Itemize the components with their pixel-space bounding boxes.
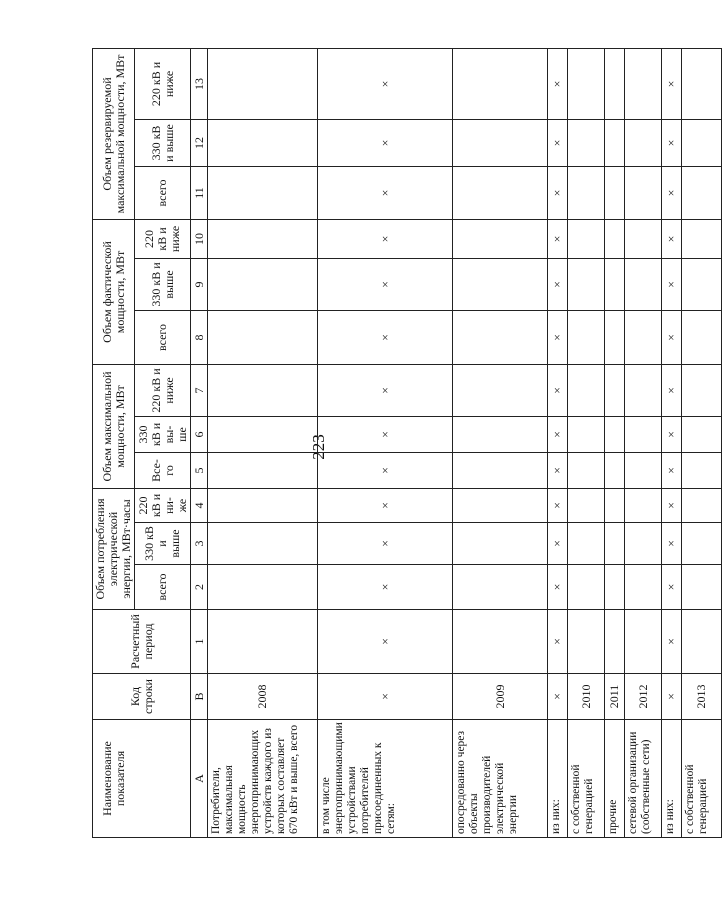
rotated-table-container	[92, 49, 709, 838]
row-cell	[625, 488, 662, 522]
row-code: 2013	[682, 674, 722, 720]
row-cell	[605, 310, 625, 364]
header-period: Расчетный период	[93, 610, 191, 674]
row-period: ×	[318, 610, 453, 674]
row-code: ×	[548, 674, 568, 720]
column-number: 5	[191, 452, 208, 488]
row-cell: ×	[548, 364, 568, 416]
row-code: ×	[662, 674, 682, 720]
row-cell: ×	[318, 119, 453, 166]
row-cell	[208, 364, 318, 416]
row-cell: ×	[548, 219, 568, 258]
row-cell	[453, 364, 548, 416]
row-cell: ×	[662, 219, 682, 258]
row-cell: ×	[662, 452, 682, 488]
row-cell: ×	[548, 48, 568, 119]
row-cell	[605, 364, 625, 416]
row-cell	[682, 258, 722, 310]
row-cell	[682, 488, 722, 522]
row-cell: ×	[662, 523, 682, 565]
row-cell	[568, 416, 605, 452]
row-name: прочие	[605, 720, 625, 838]
row-code: ×	[318, 674, 453, 720]
row-cell	[625, 258, 662, 310]
column-number: 3	[191, 523, 208, 565]
row-name: с собственной генерацией	[568, 720, 605, 838]
row-cell: ×	[662, 488, 682, 522]
row-cell	[453, 523, 548, 565]
column-number: А	[191, 720, 208, 838]
row-code: 2012	[625, 674, 662, 720]
row-cell: ×	[318, 166, 453, 219]
subheader-total: всего	[135, 166, 191, 219]
row-cell	[682, 416, 722, 452]
row-cell	[625, 565, 662, 610]
row-cell	[208, 565, 318, 610]
row-cell	[453, 416, 548, 452]
subheader-220: 220 кВ и ни-же	[135, 488, 191, 522]
row-cell	[625, 48, 662, 119]
row-cell: ×	[662, 258, 682, 310]
row-cell	[208, 48, 318, 119]
row-cell: ×	[318, 565, 453, 610]
row-code: 2011	[605, 674, 625, 720]
row-period	[682, 610, 722, 674]
row-cell	[568, 48, 605, 119]
row-cell	[208, 416, 318, 452]
row-cell: ×	[318, 523, 453, 565]
row-cell: ×	[548, 452, 568, 488]
row-cell	[208, 258, 318, 310]
row-period: ×	[662, 610, 682, 674]
row-cell: ×	[318, 416, 453, 452]
row-name: сетевой организации (собственные сети)	[625, 720, 662, 838]
data-table	[92, 48, 722, 838]
row-cell: ×	[662, 364, 682, 416]
subheader-total: всего	[135, 310, 191, 364]
row-period	[568, 610, 605, 674]
subheader-220: 220 кВ и ниже	[135, 219, 191, 258]
row-cell	[625, 219, 662, 258]
row-cell: ×	[662, 166, 682, 219]
column-number: В	[191, 674, 208, 720]
column-number: 1	[191, 610, 208, 674]
table-row	[318, 48, 453, 837]
row-cell	[682, 364, 722, 416]
row-cell	[453, 565, 548, 610]
table-body	[208, 48, 722, 837]
row-cell	[568, 258, 605, 310]
row-cell	[605, 565, 625, 610]
column-number: 13	[191, 48, 208, 119]
header-consumption: Объем потребления электрической энергии, МВт·часы	[93, 488, 135, 609]
row-cell	[682, 565, 722, 610]
row-period	[605, 610, 625, 674]
row-cell	[625, 416, 662, 452]
column-number: 10	[191, 219, 208, 258]
table-row	[453, 48, 548, 837]
column-number: 12	[191, 119, 208, 166]
row-code: 2009	[453, 674, 548, 720]
row-cell: ×	[662, 416, 682, 452]
subheader-total: всего	[135, 565, 191, 610]
subheader-220: 220 кВ и ниже	[135, 48, 191, 119]
column-number-row	[191, 48, 208, 837]
row-period: ×	[548, 610, 568, 674]
row-cell: ×	[318, 48, 453, 119]
row-cell	[605, 119, 625, 166]
row-cell: ×	[318, 258, 453, 310]
row-cell	[568, 364, 605, 416]
row-period	[208, 610, 318, 674]
row-cell: ×	[318, 310, 453, 364]
row-name: с собственной генерацией	[682, 720, 722, 838]
row-cell	[568, 488, 605, 522]
row-cell: ×	[318, 488, 453, 522]
row-cell	[682, 452, 722, 488]
row-cell	[208, 219, 318, 258]
row-cell: ×	[548, 258, 568, 310]
row-cell	[605, 452, 625, 488]
row-period	[453, 610, 548, 674]
row-cell: ×	[548, 166, 568, 219]
row-cell	[625, 310, 662, 364]
header-name: Наименование показателя	[93, 720, 191, 838]
row-cell	[208, 523, 318, 565]
row-name: в том числе энергопринимающими устройствами потребителей присоединенных к сетям:	[318, 720, 453, 838]
table-row	[662, 48, 682, 837]
column-number: 4	[191, 488, 208, 522]
row-cell: ×	[318, 452, 453, 488]
table-row	[548, 48, 568, 837]
column-number: 2	[191, 565, 208, 610]
row-cell	[208, 488, 318, 522]
row-cell	[453, 452, 548, 488]
row-cell	[605, 166, 625, 219]
row-cell: ×	[662, 310, 682, 364]
row-cell: ×	[548, 523, 568, 565]
row-cell	[453, 258, 548, 310]
row-cell	[453, 219, 548, 258]
row-cell	[682, 119, 722, 166]
row-cell	[605, 416, 625, 452]
header-code: Код строки	[93, 674, 191, 720]
row-name: опосредованно через объекты производителей электрической энергии	[453, 720, 548, 838]
row-cell: ×	[662, 565, 682, 610]
row-cell	[568, 119, 605, 166]
table-row	[208, 48, 318, 837]
column-number: 11	[191, 166, 208, 219]
row-code: 2010	[568, 674, 605, 720]
row-cell	[568, 452, 605, 488]
row-code: 2008	[208, 674, 318, 720]
row-cell: ×	[318, 364, 453, 416]
row-cell	[453, 488, 548, 522]
row-cell	[625, 364, 662, 416]
row-cell	[453, 166, 548, 219]
row-cell	[625, 452, 662, 488]
subheader-220: 220 кВ и ниже	[135, 364, 191, 416]
row-cell	[453, 119, 548, 166]
row-cell	[208, 310, 318, 364]
table-row	[625, 48, 662, 837]
row-cell	[568, 523, 605, 565]
header-actual-power: Объем фактической мощности, МВт	[93, 219, 135, 364]
table-row	[682, 48, 722, 837]
subheader-330: 330 кВ и выше	[135, 258, 191, 310]
row-cell	[682, 48, 722, 119]
row-cell	[453, 48, 548, 119]
subheader-330: 330 кВ и выше	[135, 119, 191, 166]
row-cell	[568, 310, 605, 364]
row-cell: ×	[548, 119, 568, 166]
row-cell	[568, 565, 605, 610]
row-cell	[453, 310, 548, 364]
row-cell	[625, 119, 662, 166]
row-cell: ×	[548, 488, 568, 522]
row-cell	[568, 219, 605, 258]
column-number: 7	[191, 364, 208, 416]
row-cell: ×	[548, 565, 568, 610]
row-cell	[625, 523, 662, 565]
row-name: из них:	[548, 720, 568, 838]
row-cell	[682, 166, 722, 219]
column-number: 8	[191, 310, 208, 364]
table-row	[605, 48, 625, 837]
subheader-330: 330 кВ и выше	[135, 523, 191, 565]
header-max-power: Объем максимальной мощности, МВт	[93, 364, 135, 488]
row-cell	[208, 452, 318, 488]
row-cell: ×	[318, 219, 453, 258]
row-cell: ×	[662, 119, 682, 166]
row-cell: ×	[548, 310, 568, 364]
row-cell	[208, 166, 318, 219]
row-cell	[605, 48, 625, 119]
subheader-total: Все-го	[135, 452, 191, 488]
row-cell: ×	[662, 48, 682, 119]
row-cell	[625, 166, 662, 219]
subheader-330: 330 кВ и вы-ше	[135, 416, 191, 452]
row-cell	[682, 310, 722, 364]
row-cell	[682, 219, 722, 258]
row-cell	[605, 523, 625, 565]
row-period	[625, 610, 662, 674]
header-reserved-power: Объем резервируемой максимальной мощности, МВт	[93, 48, 135, 219]
column-number: 6	[191, 416, 208, 452]
row-name: из них:	[662, 720, 682, 838]
row-cell	[682, 523, 722, 565]
page-number: 223	[309, 434, 328, 460]
row-name: Потребители, максимальная мощность энергопринимающих устройств каждого из которых составляет 670 кВт и выше, всего	[208, 720, 318, 838]
column-number: 9	[191, 258, 208, 310]
row-cell	[568, 166, 605, 219]
row-cell	[605, 488, 625, 522]
row-cell: ×	[548, 416, 568, 452]
row-cell	[605, 219, 625, 258]
row-cell	[605, 258, 625, 310]
table-row	[568, 48, 605, 837]
row-cell	[208, 119, 318, 166]
